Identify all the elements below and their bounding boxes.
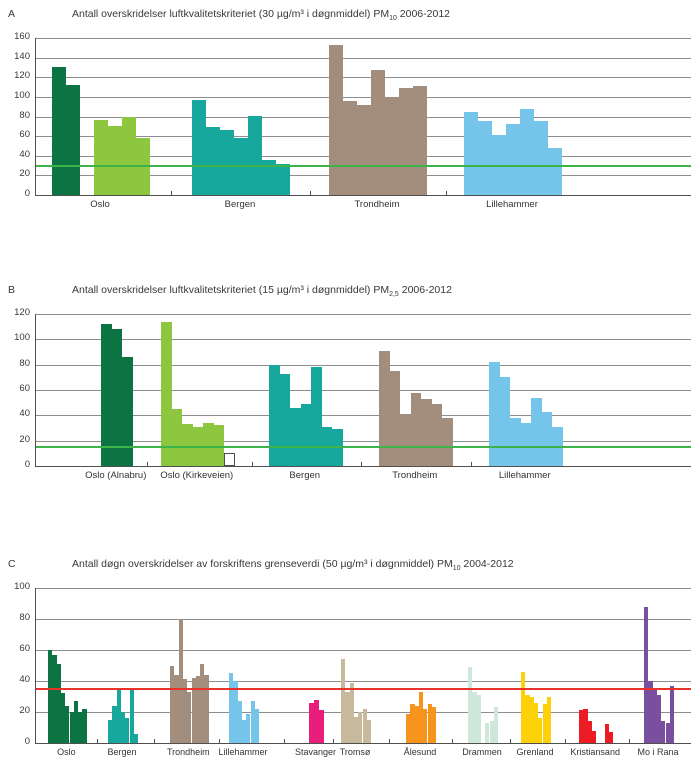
x-axis-label-kristiansand: Kristiansand [570,747,620,757]
bar-bergen-5 [248,116,262,195]
bar-lillehammer-4 [521,423,532,466]
plot-area-c [14,581,691,747]
chart-b-title-text: Antall overskridelser luftkvalitetskriteriet (15 µg/m³ i døgnmiddel) PM [72,284,390,296]
x-axis-label-bergen: Bergen [289,470,321,481]
x-axis-tick [284,739,285,743]
chart-c-title-text: Antall døgn overskridelser av forskriftens grenseverdi (50 µg/m³ i døgnmiddel) PM [72,558,453,570]
x-axis-a [35,199,690,215]
bar-trondheim-4 [411,393,422,466]
x-axis-label-oslo-kirkeveien: Oslo (Kirkeveien) [160,470,234,481]
y-axis-label-40: 40 [19,148,30,160]
bar-bergen-4 [301,404,312,466]
bar-trondheim-2 [343,101,357,195]
y-axis-label-80: 80 [19,357,30,369]
x-axis-label-trondheim: Trondheim [392,470,438,481]
x-axis-tick [446,191,447,195]
bar-lillehammer-6 [534,121,548,195]
y-axis-label-40: 40 [19,408,30,420]
y-axis-label-160: 160 [14,31,30,42]
y-axis-label-100: 100 [14,332,30,344]
bar-lillehammer-7 [548,148,562,195]
bar-oslo-kirkeveien-7 [224,453,235,466]
x-axis-label-drammen: Drammen [462,747,502,757]
y-axis-label-100: 100 [14,89,30,101]
gridline-60 [36,390,691,391]
bar-trondheim-3 [400,414,411,466]
gridline-40 [36,415,691,416]
bar-trondheim-7 [413,86,427,195]
chart-a-title-years: 2006-2012 [396,8,451,20]
plot-area-a [14,31,691,199]
y-axis-label-60: 60 [19,643,30,654]
bar-troms-7 [367,720,371,743]
y-axis-label-20: 20 [19,168,30,180]
chart-a-letter: A [8,8,16,20]
bar-trondheim-5 [385,97,399,195]
bar-stavanger-3 [319,710,324,743]
x-axis-tick [171,191,172,195]
chart-b-letter: B [8,284,16,296]
bar-trondheim-6 [432,404,443,466]
y-axis-label-120: 120 [14,70,30,82]
chart-b [0,284,700,486]
y-axis-label-0: 0 [24,459,30,470]
bar-bergen-3 [220,130,234,195]
bar-lillehammer-1 [464,112,478,195]
x-axis-tick [629,739,630,743]
chart-a-title-subscript: 10 [389,15,397,23]
y-axis-label-120: 120 [14,307,30,318]
x-axis-tick [565,739,566,743]
bar-bergen-1 [192,100,206,195]
x-axis-tick [389,739,390,743]
chart-b-header [0,284,700,298]
bar-oslo-9 [82,709,86,743]
bar-trondheim-1 [329,45,343,195]
gridline-20 [36,441,691,442]
bar-trondheim-5 [421,399,432,466]
chart-b-title [72,284,452,298]
bar-lillehammer-7 [255,709,259,743]
bar-bergen-7 [134,734,138,743]
bar-drammen-7 [494,707,498,743]
chart-c-title-subscript: 10 [452,565,461,573]
y-axis-label-0: 0 [24,736,30,747]
gridline-100 [36,339,691,340]
x-axis-label-oslo-alnabru: Oslo (Alnabru) [85,470,147,481]
bar-lillehammer-1 [489,362,500,466]
y-axis-label-140: 140 [14,50,30,62]
y-axis-label-40: 40 [19,674,30,685]
bar-kristiansand-4 [592,731,596,743]
x-axis-tick [154,739,155,743]
x-axis-label-oslo: Oslo [90,199,110,210]
bar-mo-i-rana-7 [670,686,674,743]
bar-lillehammer-5 [520,109,534,195]
gridline-100 [36,588,691,589]
chart-c-plot-region [14,581,691,763]
x-axis-tick [471,462,472,466]
x-axis-label-bergen: Bergen [107,747,137,757]
x-axis-label-grenland: Grenland [516,747,554,757]
bar-bergen-5 [311,367,322,466]
gridline-120 [36,314,691,315]
chart-b-title-subscript: 2,5 [389,291,399,299]
chart-a [0,8,700,215]
gridline-100 [36,97,691,98]
y-axis-label-0: 0 [24,188,30,199]
bar-bergen-7 [276,164,290,195]
reference-line-15 [36,446,691,448]
x-axis-label-lillehammer: Lillehammer [218,747,268,757]
x-axis-label-troms: Tromsø [339,747,371,757]
bar-oslo-alnabru-1 [101,324,112,466]
chart-c-header [0,558,700,572]
gridline-40 [36,681,691,682]
x-axis-label-trondheim: Trondheim [167,747,210,757]
x-axis-label-lillehammer: Lillehammer [486,199,538,210]
bar-trondheim-1 [379,351,390,466]
x-axis-tick [147,462,148,466]
chart-c [0,558,700,763]
chart-c-letter: C [8,558,16,570]
bar-trondheim-7 [442,418,453,466]
bar-lillehammer-4 [506,124,520,195]
x-axis-label-oslo: Oslo [57,747,76,757]
x-axis-b [35,470,690,486]
x-axis-tick [252,462,253,466]
x-axis-label-stavanger: Stavanger [294,747,337,757]
y-axis-label-60: 60 [19,129,30,141]
chart-a-header [0,8,700,22]
bar-bergen-2 [206,127,220,195]
chart-a-title-text: Antall overskridelser luftkvalitetskriteriet (30 µg/m³ i døgnmiddel) PM [72,8,390,20]
bar-oslo-6 [122,117,136,196]
bar-oslo-2 [66,85,80,195]
bar-oslo-1 [52,67,66,195]
bar-bergen-3 [290,408,301,466]
chart-a-title [72,8,450,22]
bar-trondheim-3 [357,105,371,195]
reference-line-30 [36,165,691,167]
x-axis-tick [97,739,98,743]
bar-lillehammer-2 [478,121,492,195]
chart-b-title-years: 2006-2012 [398,284,452,296]
bar-oslo-kirkeveien-1 [161,322,172,466]
y-axis-label-80: 80 [19,109,30,121]
gridline-120 [36,77,691,78]
bar-drammen-3 [477,695,481,743]
x-axis-tick [219,739,220,743]
bar-trondheim-9 [204,675,208,743]
bar-oslo-kirkeveien-5 [203,423,214,466]
bar-lillehammer-5 [531,398,542,466]
x-axis-tick [361,462,362,466]
y-axis-label-100: 100 [14,581,30,592]
bar-grenland-7 [547,697,551,744]
gridline-80 [36,619,691,620]
x-axis-label-bergen: Bergen [224,199,256,210]
x-axis-c [35,747,690,763]
chart-a-plot-region [14,31,691,215]
chart-b-plot-region [14,307,691,486]
gridline-80 [36,365,691,366]
bar-kristiansand-8 [609,732,613,743]
bar-trondheim-2 [390,371,401,466]
y-axis-label-20: 20 [19,433,30,445]
x-axis-label-trondheim: Trondheim [354,199,400,210]
gridline-140 [36,58,691,59]
bar-bergen-1 [269,365,280,466]
x-axis-tick [452,739,453,743]
bar-trondheim-4 [371,70,385,195]
x-axis-tick [310,191,311,195]
chart-c-title-years: 2004-2012 [460,558,514,570]
bar-lillehammer-6 [542,412,553,466]
x-axis-tick [333,739,334,743]
bar-bergen-2 [280,374,291,466]
x-axis-tick [510,739,511,743]
x-axis-label-mo-i-rana: Mo i Rana [637,747,679,757]
bar-oslo-kirkeveien-2 [172,409,183,466]
bar-oslo-4 [94,120,108,195]
x-axis-label-lesund: Ålesund [403,747,437,757]
x-axis-label-lillehammer: Lillehammer [498,470,551,481]
reference-line-35 [36,688,691,690]
gridline-60 [36,650,691,651]
y-axis-label-80: 80 [19,612,30,623]
bar-lillehammer-3 [510,418,521,466]
plot-area-b [14,307,691,470]
bar-oslo-alnabru-3 [122,357,133,466]
y-axis-label-60: 60 [19,383,30,394]
bar-oslo-5 [108,126,122,195]
y-axis-label-20: 20 [19,705,30,716]
gridline-160 [36,38,691,39]
chart-c-title [72,558,514,572]
bar-trondheim-6 [399,88,413,195]
bar-lillehammer-2 [500,377,511,466]
bar-lesund-7 [432,707,436,743]
